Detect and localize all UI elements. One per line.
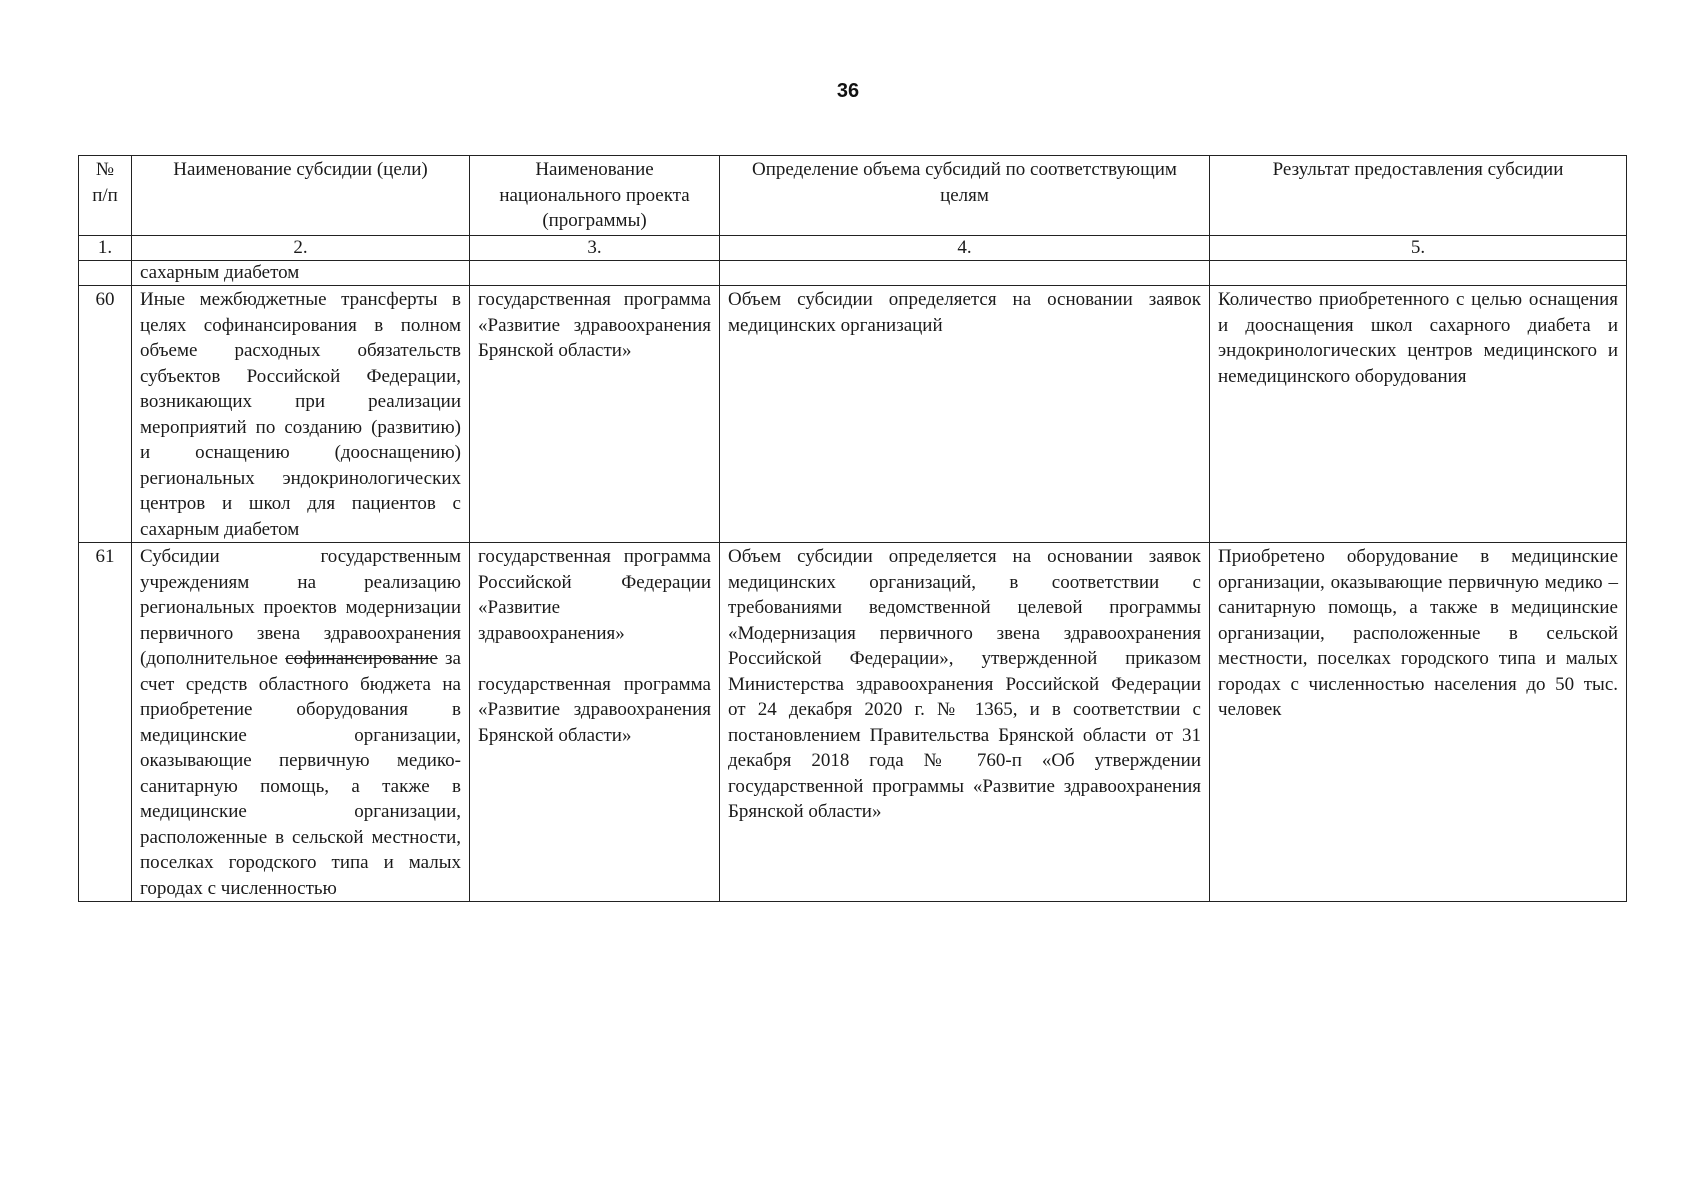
row-number: 60: [79, 286, 132, 543]
program-name: государственная программа «Развитие здравоохранения Брянской области»: [470, 286, 720, 543]
column-number: 3.: [470, 236, 720, 261]
header-national-project: Наименование национального проекта (программы): [470, 156, 720, 236]
continuation-number-cell: [79, 261, 132, 286]
continuation-text: сахарным диабетом: [132, 261, 470, 286]
subsidy-name-part1: Субсидии государственным учреждениям на реализацию региональных проектов модернизации первичного звена здравоохранения (дополнительное: [140, 546, 461, 669]
page-number: 36: [836, 80, 860, 102]
volume-definition: Объем субсидии определяется на основании заявок медицинских организаций, в соответствии с требованиями ведомственной целевой программы «Модернизация первичного звена здравоохранения Российской Федерации», утвержденной приказом Министерства здравоохранения Российской Федерации от 24 декабря 2020 г. № 1365, и в соответствии с постановлением Правительства Брянской области от 31 декабря 2018 года № 760-п «Об утверждении государственной программы «Развитие здравоохранения Брянской области»: [720, 543, 1210, 902]
table-header-row: [79, 156, 1627, 236]
program-gap: [478, 646, 711, 672]
column-number: 1.: [79, 236, 132, 261]
header-result: Результат предоставления субсидии: [1210, 156, 1627, 236]
volume-definition: Объем субсидии определяется на основании заявок медицинских организаций: [720, 286, 1210, 543]
program-name-regional: государственная программа «Развитие здравоохранения Брянской области»: [478, 673, 711, 746]
continuation-row: [79, 261, 1627, 286]
column-number-row: [79, 236, 1627, 261]
header-number: № п/п: [79, 156, 132, 236]
program-name-federal: государственная программа Российской Федерации «Развитие здравоохранения»: [478, 546, 711, 644]
header-volume-definition: Определение объема субсидий по соответствующим целям: [720, 156, 1210, 236]
program-name: [470, 543, 720, 902]
subsidy-result: Количество приобретенного с целью оснащения и дооснащения школ сахарного диабета и эндокринологических центров медицинского и немедицинского оборудования: [1210, 286, 1627, 543]
column-number: 5.: [1210, 236, 1627, 261]
subsidy-name: Иные межбюджетные трансферты в целях софинансирования в полном объеме расходных обязательств субъектов Российской Федерации, возникающих при реализации мероприятий по созданию (развитию) и оснащению (дооснащению) региональных эндокринологических центров и школ для пациентов с сахарным диабетом: [132, 286, 470, 543]
continuation-empty-cell: [470, 261, 720, 286]
continuation-empty-cell: [1210, 261, 1627, 286]
subsidy-table: [78, 155, 1627, 902]
subsidy-name-struck-word: софинансирование: [285, 648, 438, 669]
subsidy-result: Приобретено оборудование в медицинские организации, оказывающие первичную медико – санитарную помощь, а также в медицинские организации, расположенные в сельской местности, поселках городского типа и малых городах с численностью населения до 50 тыс. человек: [1210, 543, 1627, 902]
subsidy-name-part2: за счет средств областного бюджета на приобретение оборудования в медицинские организации, оказывающие первичную медико- санитарную помощь, а также в медицинские организации, расположенные в сельской местности, поселках городского типа и малых городах с численностью: [140, 648, 461, 899]
table-row-60: [79, 286, 1627, 543]
continuation-empty-cell: [720, 261, 1210, 286]
header-subsidy-name: Наименование субсидии (цели): [132, 156, 470, 236]
subsidy-name: [132, 543, 470, 902]
table-row-61: [79, 543, 1627, 902]
column-number: 2.: [132, 236, 470, 261]
column-number: 4.: [720, 236, 1210, 261]
row-number: 61: [79, 543, 132, 902]
